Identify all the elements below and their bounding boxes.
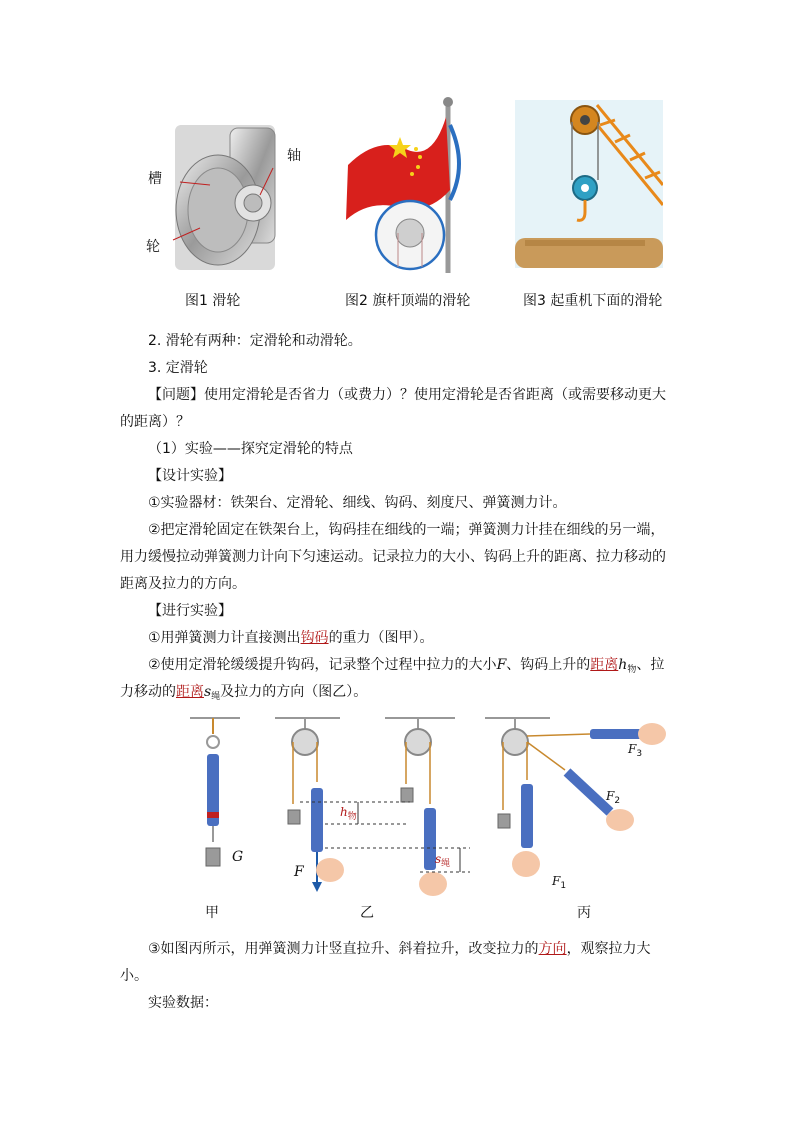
text-line-14: 力移动的距离$s_绳$及拉力的方向（图乙）。 bbox=[120, 684, 368, 702]
label-F: F bbox=[294, 864, 304, 880]
text-line-11: 【进行实验】 bbox=[148, 603, 232, 619]
pulley-photo bbox=[140, 100, 320, 275]
text-line-12: ①用弹簧测力计直接测出钩码的重力（图甲）。 bbox=[148, 630, 434, 646]
underline-gouma: 钩码 bbox=[300, 630, 329, 646]
caption-fig3: 图3 起重机下面的滑轮 bbox=[523, 293, 663, 309]
text-line-5: （1）实验——探究定滑轮的特点 bbox=[148, 441, 353, 457]
label-bing: 丙 bbox=[577, 905, 591, 921]
experiment-svg bbox=[180, 712, 680, 922]
flagpole-illustration bbox=[338, 95, 468, 275]
label-axle: 轴 bbox=[287, 148, 301, 164]
apparatus-yi bbox=[288, 718, 470, 896]
apparatus-jia bbox=[206, 718, 220, 866]
text-line-6: 【设计实验】 bbox=[148, 468, 232, 484]
figure-crane bbox=[515, 100, 663, 268]
label-F2: $F_2$ bbox=[606, 789, 621, 806]
text-line-9: 用力缓慢拉动弹簧测力计向下匀速运动。记录拉力的大小、钩码上升的距离、拉力移动的 bbox=[120, 549, 666, 565]
figure-flagpole bbox=[338, 95, 468, 275]
figure-pulley bbox=[140, 100, 320, 275]
experiment-diagram bbox=[180, 712, 680, 922]
text-line-2: 3. 定滑轮 bbox=[148, 360, 208, 376]
label-s-sheng: $s_绳$ bbox=[435, 852, 451, 869]
label-h-wu: $h_物$ bbox=[340, 805, 357, 822]
text-line-8: ②把定滑轮固定在铁架台上，钩码挂在细线的一端；弹簧测力计挂在细线的另一端， bbox=[148, 522, 665, 538]
underline-distance-2: 距离 bbox=[176, 684, 204, 700]
text-line-3: 【问题】使用定滑轮是否省力（或费力）？使用定滑轮是否省距离（或需要移动更大 bbox=[148, 387, 666, 403]
text-line-7: ①实验器材：铁架台、定滑轮、细线、钩码、刻度尺、弹簧测力计。 bbox=[148, 495, 567, 511]
label-jia: 甲 bbox=[205, 905, 219, 921]
text-line-13: ②使用定滑轮缓缓提升钩码，记录整个过程中拉力的大小F、钩码上升的距离$h_物$、拉 bbox=[148, 657, 665, 675]
text-line-4: 的距离）？ bbox=[120, 414, 190, 430]
caption-fig2: 图2 旗杆顶端的滑轮 bbox=[345, 293, 471, 309]
underline-distance-1: 距离 bbox=[590, 657, 619, 673]
label-F3: $F_3$ bbox=[628, 742, 643, 759]
label-F1: $F_1$ bbox=[552, 874, 567, 891]
caption-fig1: 图1 滑轮 bbox=[185, 293, 241, 309]
label-yi: 乙 bbox=[360, 905, 374, 921]
text-line-16: 小。 bbox=[120, 968, 148, 984]
label-G: G bbox=[232, 849, 244, 865]
text-line-17: 实验数据： bbox=[148, 995, 218, 1011]
crane-illustration bbox=[515, 100, 663, 268]
label-groove: 槽 bbox=[148, 171, 162, 187]
underline-direction: 方向 bbox=[538, 941, 567, 957]
text-line-15: ③如图丙所示，用弹簧测力计竖直拉升、斜着拉升，改变拉力的方向，观察拉力大 bbox=[148, 941, 651, 957]
text-line-10: 距离及拉力的方向。 bbox=[120, 576, 246, 592]
label-wheel: 轮 bbox=[146, 239, 160, 255]
text-line-1: 2. 滑轮有两种：定滑轮和动滑轮。 bbox=[148, 333, 362, 349]
